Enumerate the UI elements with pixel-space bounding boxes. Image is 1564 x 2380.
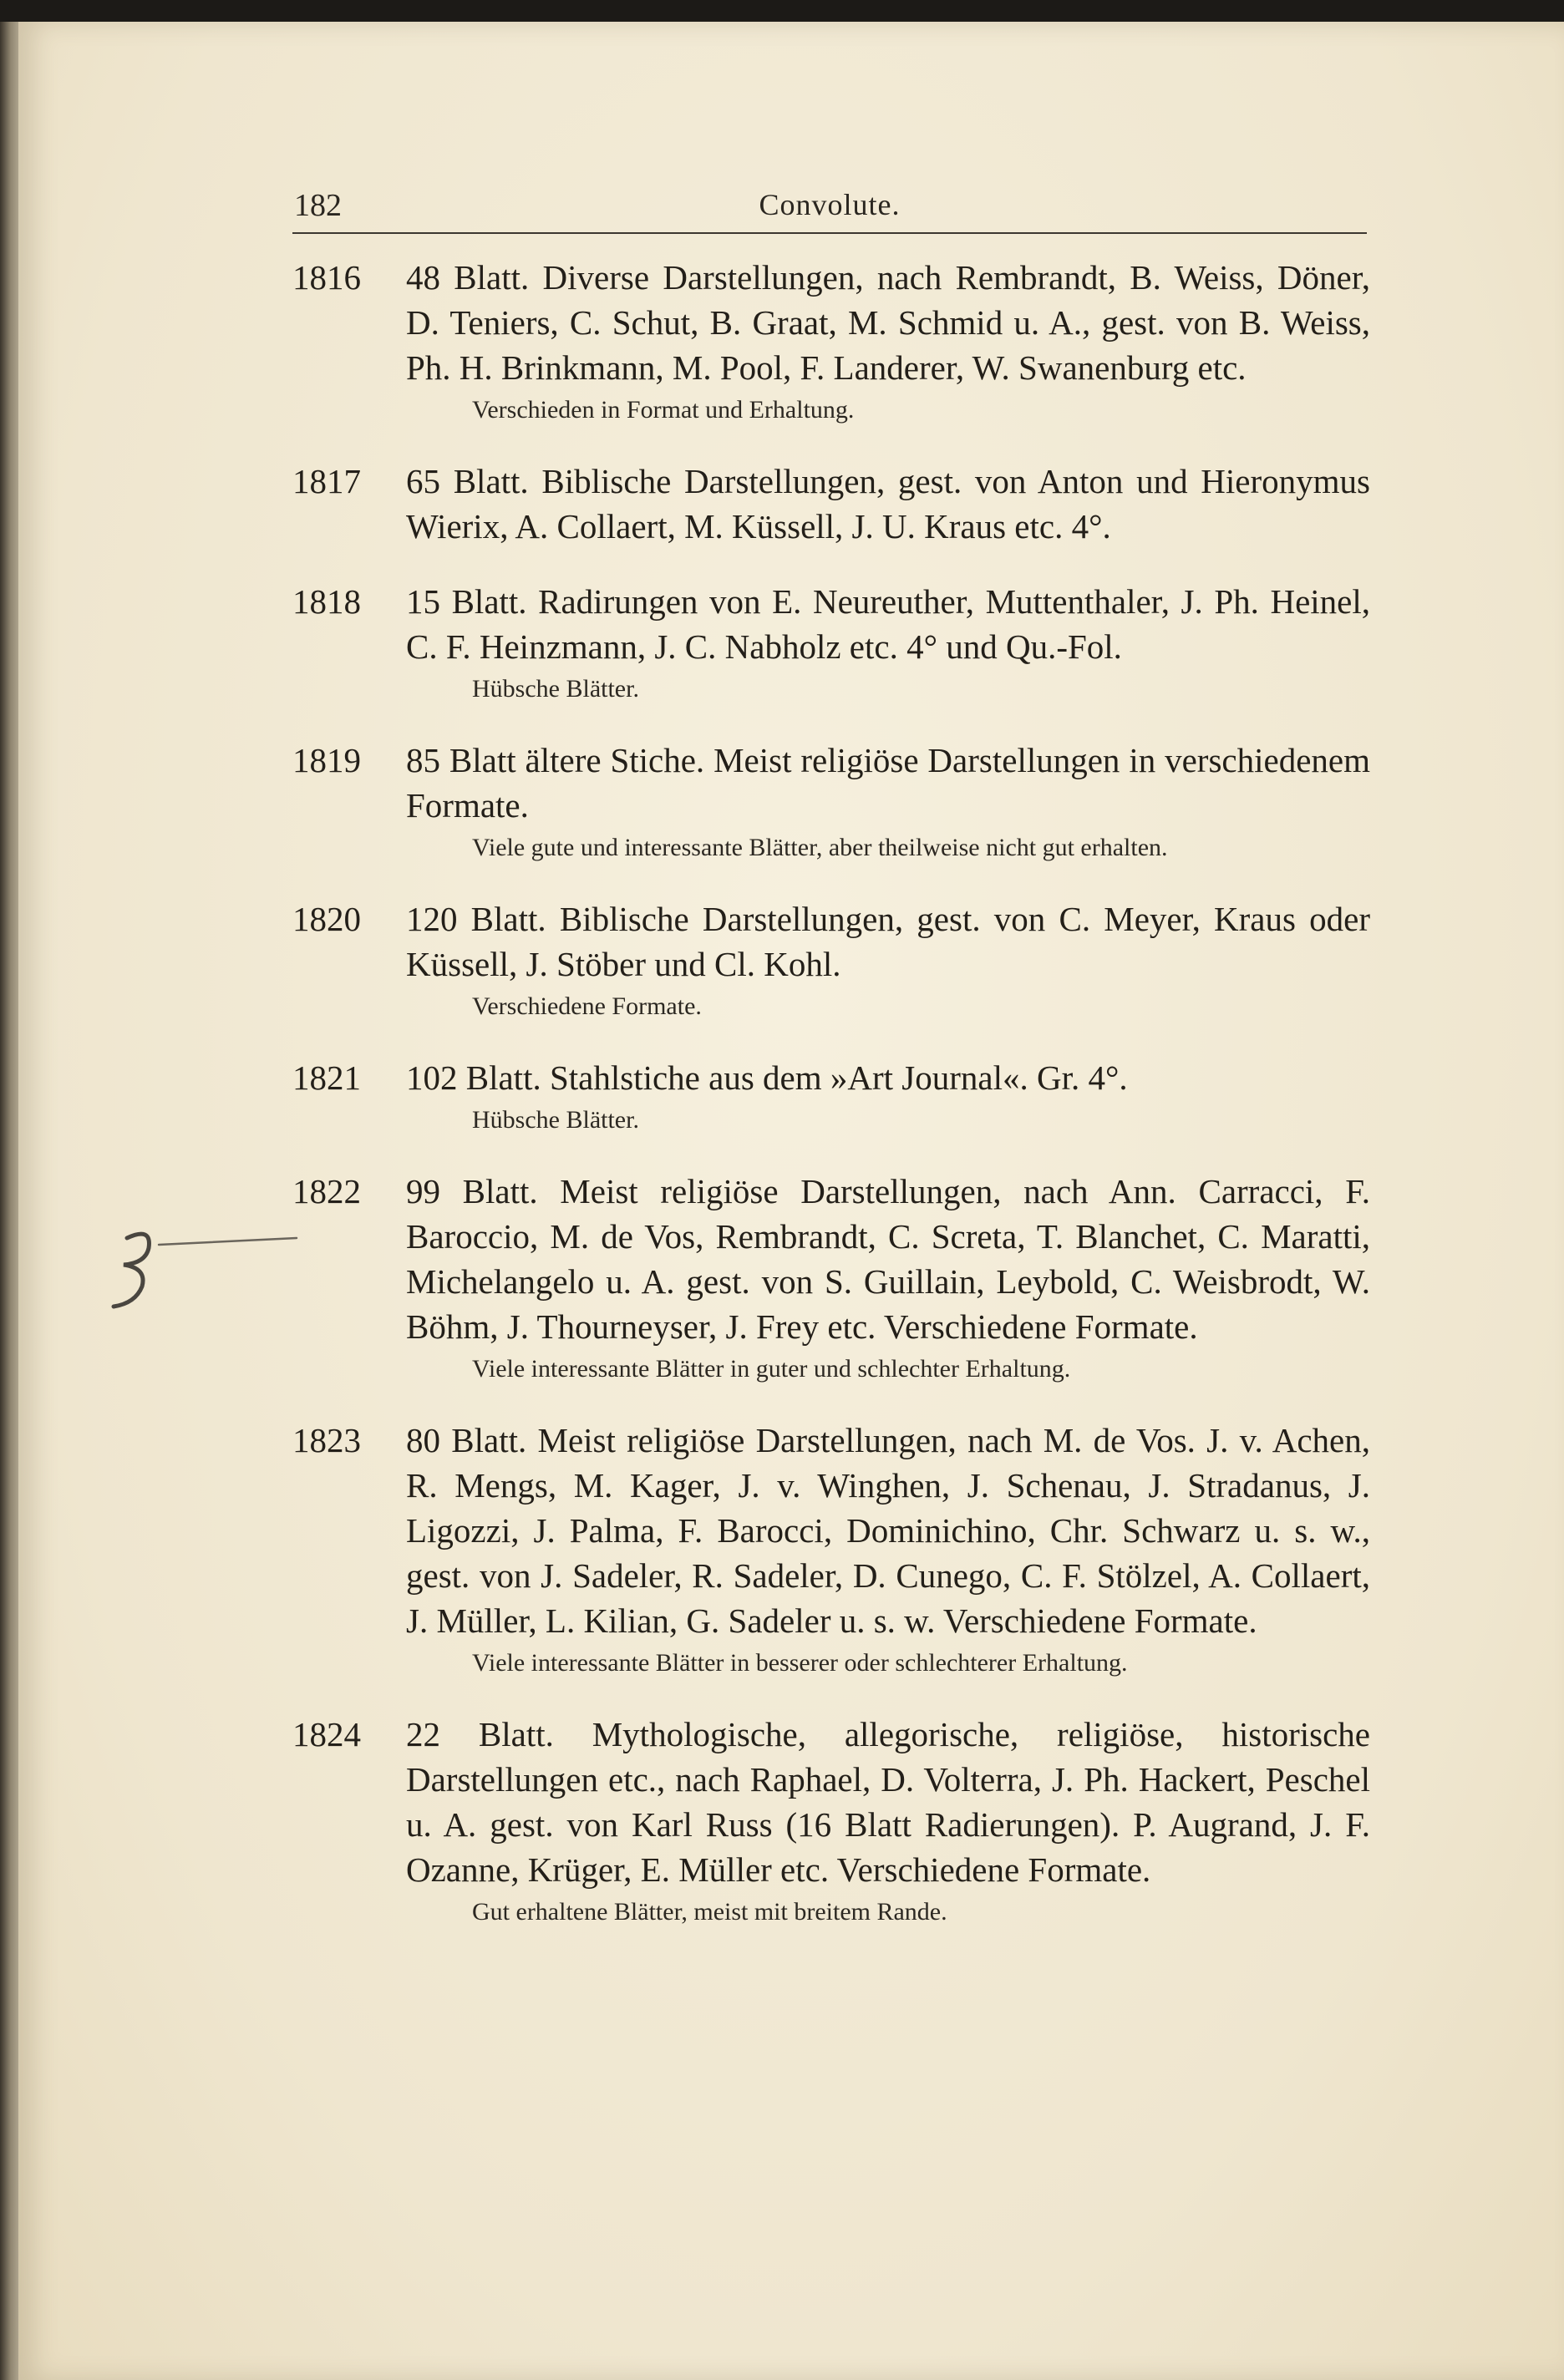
entry-number: 1818	[292, 582, 361, 621]
entry-condition-note: Hübsche Blätter.	[472, 1106, 639, 1134]
entry-condition-note: Viele gute und interessante Blätter, aber theilweise nicht gut erhalten.	[472, 834, 1168, 861]
entry-number: 1820	[292, 900, 361, 938]
catalogue-entry	[292, 459, 1370, 549]
catalogue-entry	[292, 738, 1370, 866]
running-title: Convolute.	[759, 188, 901, 221]
catalogue-entry	[292, 896, 1370, 1025]
entry-description: 65 Blatt. Biblische Darstellungen, gest. von Anton und Hieronymus Wierix, A. Collaert, M. Küssell, J. U. Kraus etc. 4°.	[406, 462, 1370, 546]
entry-condition-note: Verschiedene Formate.	[472, 992, 702, 1020]
catalogue-entry	[292, 255, 1370, 429]
entry-number: 1821	[292, 1058, 361, 1097]
entry-number: 1822	[292, 1172, 361, 1210]
catalogue-entry	[292, 1055, 1370, 1139]
pencil-annotation-mark	[109, 1220, 301, 1312]
entry-list	[292, 255, 1370, 1961]
page-header	[292, 182, 1367, 234]
entry-condition-note: Gut erhaltene Blätter, meist mit breitem Rande.	[472, 1898, 947, 1926]
entry-description: 48 Blatt. Diverse Darstellungen, nach Rembrandt, B. Weiss, Döner, D. Teniers, C. Schut, B. Graat, M. Schmid u. A., gest. von B. Weiss, Ph. H. Brinkmann, M. Pool, F. Landerer, W. Swanenburg etc.	[406, 258, 1370, 387]
page-number: 182	[294, 188, 342, 223]
entry-condition-note: Viele interessante Blätter in besserer oder schlechterer Erhaltung.	[472, 1649, 1128, 1677]
entry-description: 15 Blatt. Radirungen von E. Neureuther, Muttenthaler, J. Ph. Heinel, C. F. Heinzmann, J. C. Nabholz etc. 4° und Qu.-Fol.	[406, 582, 1370, 666]
entry-condition-note: Verschieden in Format und Erhaltung.	[472, 396, 855, 424]
entry-condition-note: Viele interessante Blätter in guter und schlechter Erhaltung.	[472, 1355, 1071, 1383]
catalogue-entry	[292, 1169, 1370, 1388]
entry-number: 1817	[292, 462, 361, 500]
catalogue-entry	[292, 1418, 1370, 1682]
entry-number: 1824	[292, 1715, 361, 1753]
entry-description: 99 Blatt. Meist religiöse Darstellungen, nach Ann. Carracci, F. Baroccio, M. de Vos, Rembrandt, C. Screta, T. Blanchet, C. Maratti, Michelangelo u. A. gest. von S. Guillain, Leybold, C. Weisbrodt, W. Böhm, J. Thourneyser, J. Frey etc. Verschiedene Formate.	[406, 1172, 1370, 1346]
entry-description: 80 Blatt. Meist religiöse Darstellungen, nach M. de Vos. J. v. Achen, R. Mengs, M. Kager, J. v. Winghen, J. Schenau, J. Stradanus, J. Ligozzi, J. Palma, F. Barocci, Dominichino, Chr. Schwarz u. s. w., gest. von J. Sadeler, R. Sadeler, D. Cunego, C. F. Stölzel, A. Collaert, J. Müller, L. Kilian, G. Sadeler u. s. w. Verschiedene Formate.	[406, 1421, 1370, 1640]
catalogue-entry	[292, 1712, 1370, 1931]
entry-description: 102 Blatt. Stahlstiche aus dem »Art Journal«. Gr. 4°.	[406, 1058, 1128, 1097]
entry-description: 22 Blatt. Mythologische, allegorische, religiöse, historische Darstellungen etc., nach Raphael, D. Volterra, J. Ph. Hackert, Peschel u. A. gest. von Karl Russ (16 Blatt Radierungen). P. Augrand, J. F. Ozanne, Krüger, E. Müller etc. Verschiedene Formate.	[406, 1715, 1370, 1889]
entry-number: 1823	[292, 1421, 361, 1459]
catalogue-entry	[292, 579, 1370, 708]
entry-number: 1819	[292, 741, 361, 779]
entry-condition-note: Hübsche Blätter.	[472, 675, 639, 703]
entry-description: 85 Blatt ältere Stiche. Meist religiöse Darstellungen in verschiedenem Formate.	[406, 741, 1370, 825]
entry-number: 1816	[292, 258, 361, 297]
entry-description: 120 Blatt. Biblische Darstellungen, gest. von C. Meyer, Kraus oder Küssell, J. Stöber und Cl. Kohl.	[406, 900, 1370, 983]
